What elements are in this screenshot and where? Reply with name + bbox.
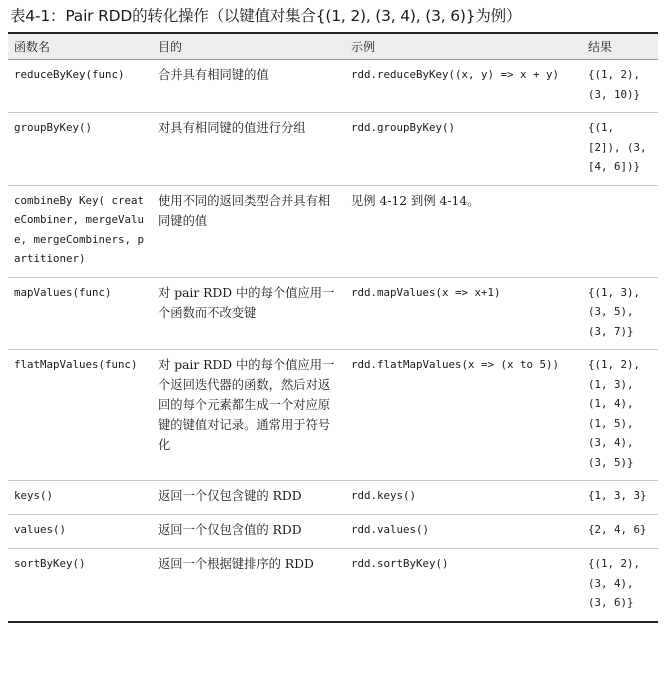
cell-result: {(1, 2), (3, 4), (3, 6)} [588, 557, 647, 609]
cell-result: {2, 4, 6} [588, 523, 647, 536]
header-result: 结果 [588, 40, 613, 54]
cell-result [582, 185, 658, 277]
cell-example: 见例 4-12 到例 4-14。 [351, 193, 480, 208]
cell-purpose: 对 pair RDD 中的每个值应用一个返回迭代器的函数，然后对返回的每个元素都生成一个对应原键的键值对记录。通常用于符号化 [158, 358, 335, 452]
table-row [8, 185, 658, 277]
cell-example: rdd.keys() [351, 489, 417, 502]
cell-function: groupByKey() [14, 121, 93, 134]
table-row [8, 515, 658, 549]
cell-result: {(1, 2), (3, 10)} [588, 68, 647, 101]
document-page [8, 6, 658, 623]
header-purpose: 目的 [158, 40, 183, 54]
cell-result: {(1, [2]), (3, [4, 6])} [588, 121, 654, 173]
cell-example: rdd.flatMapValues(x => (x to 5)) [351, 358, 560, 371]
pair-rdd-transformations-table [8, 32, 658, 623]
cell-example: rdd.sortByKey() [351, 557, 449, 570]
cell-purpose: 对具有相同键的值进行分组 [158, 121, 306, 135]
cell-result: {(1, 2), (1, 3), (1, 4), (1, 5), (3, 4), (3, 5)} [588, 358, 647, 469]
cell-function: reduceByKey(func) [14, 68, 125, 81]
cell-result: {(1, 3), (3, 5), (3, 7)} [588, 285, 647, 338]
table-row [8, 350, 658, 481]
cell-function: mapValues(func) [14, 285, 112, 299]
cell-purpose: 对 pair RDD 中的每个值应用一个函数而不改变键 [158, 285, 335, 320]
table-row [8, 60, 658, 113]
cell-example: rdd.mapValues(x => x+1) [351, 285, 501, 299]
header-example: 示例 [351, 40, 376, 54]
table-caption: 表4-1：Pair RDD的转化操作（以键值对集合{(1, 2), (3, 4), (3, 6)}为例） [10, 7, 522, 25]
cell-example: rdd.groupByKey() [351, 121, 456, 134]
table-row [8, 481, 658, 515]
cell-purpose: 返回一个仅包含值的 RDD [158, 523, 302, 537]
cell-function: flatMapValues(func) [14, 358, 138, 371]
cell-function: combineBy Key( createCombiner, mergeValue, mergeCombiners, partitioner) [14, 193, 145, 265]
cell-purpose: 返回一个仅包含键的 RDD [158, 489, 302, 503]
cell-example: rdd.values() [351, 523, 430, 536]
table-header-row [8, 33, 658, 60]
cell-function: values() [14, 523, 67, 536]
cell-purpose: 使用不同的返回类型合并具有相同键的值 [158, 193, 331, 228]
table-row [8, 277, 658, 350]
cell-purpose: 返回一个根据键排序的 RDD [158, 557, 314, 571]
table-row [8, 113, 658, 186]
cell-result: {1, 3, 3} [588, 489, 647, 502]
cell-function: sortByKey() [14, 557, 86, 570]
cell-example: rdd.reduceByKey((x, y) => x + y) [351, 68, 560, 81]
cell-function: keys() [14, 489, 54, 502]
cell-purpose: 合并具有相同键的值 [158, 68, 269, 82]
table-row [8, 549, 658, 622]
header-function-name: 函数名 [14, 40, 51, 54]
